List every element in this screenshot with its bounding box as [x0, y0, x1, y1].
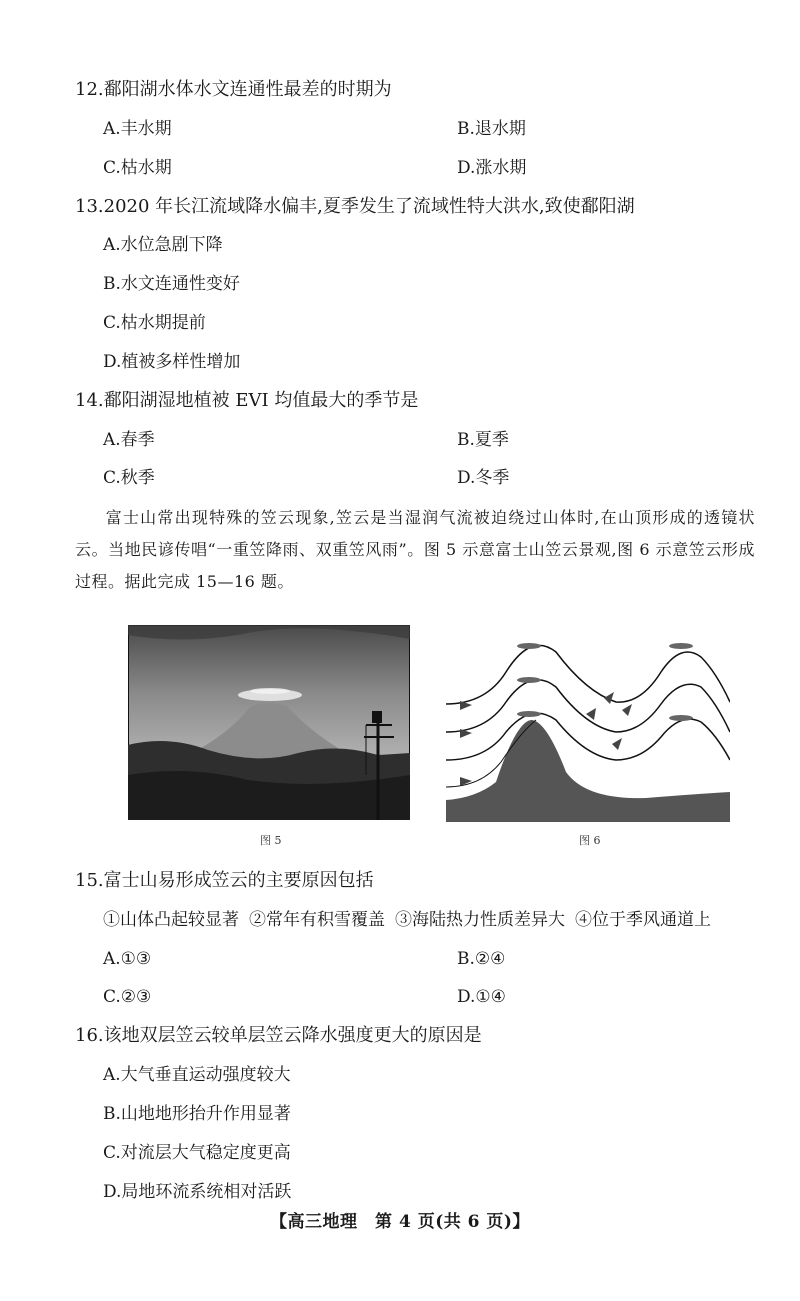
q15-statements — [103, 908, 721, 932]
q16-option-a: A.大气垂直运动强度较大 — [103, 1065, 291, 1085]
q12-option-c: C.枯水期 — [103, 158, 172, 178]
q13-option-d: D.植被多样性增加 — [103, 352, 241, 372]
q15-option-a: A.①③ — [103, 949, 152, 969]
figure-6-diagram — [446, 632, 730, 822]
q15-statement-4: ④位于季风通道上 — [575, 910, 711, 930]
q15-statement-3: ③海陆热力性质差异大 — [395, 910, 565, 930]
q14-option-d: D.冬季 — [457, 468, 510, 488]
q16-option-c: C.对流层大气稳定度更高 — [103, 1143, 291, 1163]
figure-5-caption: 图 5 — [260, 834, 282, 847]
q15-option-b: B.②④ — [457, 949, 506, 969]
figure-6-caption: 图 6 — [579, 834, 601, 847]
q12-option-a: A.丰水期 — [103, 119, 172, 139]
q16-stem: 16.该地双层笠云较单层笠云降水强度更大的原因是 — [75, 1025, 482, 1046]
q14-stem: 14.鄱阳湖湿地植被 EVI 均值最大的季节是 — [75, 390, 419, 411]
q15-statement-2: ②常年有积雪覆盖 — [249, 910, 385, 930]
q16-option-b: B.山地地形抬升作用显著 — [103, 1104, 291, 1124]
q14-option-b: B.夏季 — [457, 430, 509, 450]
airflow-diagram — [446, 632, 730, 822]
page-footer: 【高三地理 第 4 页(共 6 页)】 — [270, 1212, 530, 1232]
q16-option-d: D.局地环流系统相对活跃 — [103, 1182, 292, 1202]
q15-stem: 15.富士山易形成笠云的主要原因包括 — [75, 870, 374, 891]
q13-stem: 13.2020 年长江流域降水偏丰,夏季发生了流域性特大洪水,致使鄱阳湖 — [75, 196, 635, 217]
q15-option-d: D.①④ — [457, 987, 506, 1007]
passage-text: 富士山常出现特殊的笠云现象,笠云是当湿润气流被迫绕过山体时,在山顶形成的透镜状云。当地民谚传唱“一重笠降雨、双重笠风雨”。图 5 示意富士山笠云景观,图 6 示意笠云形成过程。据此完成 15—16 题。 — [75, 508, 755, 591]
q15-statement-1: ①山体凸起较显著 — [103, 910, 239, 930]
q13-option-b: B.水文连通性变好 — [103, 274, 240, 294]
q12-option-d: D.涨水期 — [457, 158, 527, 178]
q14-option-c: C.秋季 — [103, 468, 155, 488]
q15-option-c: C.②③ — [103, 987, 152, 1007]
q13-option-a: A.水位急剧下降 — [103, 235, 223, 255]
reading-passage — [75, 502, 755, 598]
q14-option-a: A.春季 — [103, 430, 155, 450]
q12-option-b: B.退水期 — [457, 119, 526, 139]
q13-option-c: C.枯水期提前 — [103, 313, 206, 333]
q12-stem: 12.鄱阳湖水体水文连通性最差的时期为 — [75, 79, 392, 100]
figure-5-photo — [128, 625, 410, 820]
fuji-photo-illustration — [128, 625, 410, 820]
